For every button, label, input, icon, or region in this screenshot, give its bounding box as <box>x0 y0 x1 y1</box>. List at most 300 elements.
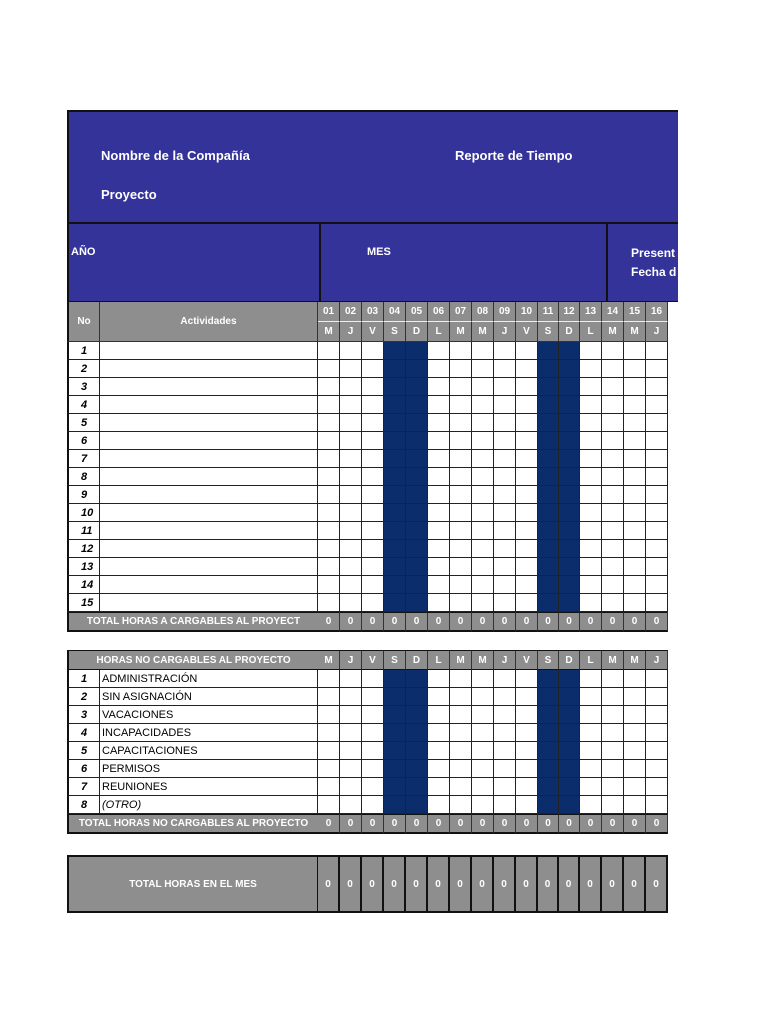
hours-cell[interactable] <box>428 486 450 504</box>
hours-cell[interactable] <box>494 432 516 450</box>
hours-cell[interactable] <box>318 432 340 450</box>
hours-cell[interactable] <box>624 378 646 396</box>
hours-cell[interactable] <box>624 558 646 576</box>
hours-cell[interactable] <box>318 670 340 688</box>
hours-cell[interactable] <box>362 432 384 450</box>
hours-cell[interactable] <box>318 414 340 432</box>
hours-cell[interactable] <box>646 360 668 378</box>
hours-cell[interactable] <box>340 724 362 742</box>
hours-cell[interactable] <box>362 778 384 796</box>
hours-cell[interactable] <box>580 742 602 760</box>
hours-cell[interactable] <box>580 540 602 558</box>
hours-cell[interactable] <box>624 670 646 688</box>
hours-cell[interactable] <box>428 742 450 760</box>
hours-cell[interactable] <box>602 760 624 778</box>
hours-cell[interactable] <box>472 396 494 414</box>
hours-cell[interactable] <box>516 450 538 468</box>
hours-cell[interactable] <box>450 360 472 378</box>
hours-cell[interactable] <box>428 778 450 796</box>
hours-cell[interactable] <box>580 724 602 742</box>
hours-cell[interactable] <box>494 360 516 378</box>
hours-cell[interactable] <box>646 576 668 594</box>
hours-cell[interactable] <box>362 414 384 432</box>
hours-cell[interactable] <box>450 796 472 814</box>
hours-cell[interactable] <box>580 760 602 778</box>
hours-cell[interactable] <box>516 688 538 706</box>
hours-cell[interactable] <box>450 468 472 486</box>
hours-cell[interactable] <box>516 760 538 778</box>
hours-cell[interactable] <box>472 558 494 576</box>
hours-cell[interactable] <box>624 796 646 814</box>
hours-cell[interactable] <box>340 706 362 724</box>
hours-cell[interactable] <box>602 558 624 576</box>
hours-cell[interactable] <box>450 540 472 558</box>
activity-input[interactable] <box>100 540 318 558</box>
hours-cell[interactable] <box>580 670 602 688</box>
hours-cell[interactable] <box>450 486 472 504</box>
hours-cell[interactable] <box>602 522 624 540</box>
hours-cell[interactable] <box>624 742 646 760</box>
hours-cell[interactable] <box>472 688 494 706</box>
hours-cell[interactable] <box>318 396 340 414</box>
hours-cell[interactable] <box>450 742 472 760</box>
hours-cell[interactable] <box>580 378 602 396</box>
hours-cell[interactable] <box>428 576 450 594</box>
hours-cell[interactable] <box>646 378 668 396</box>
hours-cell[interactable] <box>516 414 538 432</box>
hours-cell[interactable] <box>318 688 340 706</box>
hours-cell[interactable] <box>362 504 384 522</box>
hours-cell[interactable] <box>494 724 516 742</box>
activity-input[interactable] <box>100 450 318 468</box>
hours-cell[interactable] <box>450 706 472 724</box>
hours-cell[interactable] <box>624 468 646 486</box>
hours-cell[interactable] <box>318 342 340 360</box>
hours-cell[interactable] <box>516 486 538 504</box>
hours-cell[interactable] <box>602 396 624 414</box>
hours-cell[interactable] <box>580 594 602 612</box>
hours-cell[interactable] <box>362 760 384 778</box>
hours-cell[interactable] <box>624 486 646 504</box>
hours-cell[interactable] <box>494 594 516 612</box>
hours-cell[interactable] <box>362 540 384 558</box>
hours-cell[interactable] <box>362 450 384 468</box>
hours-cell[interactable] <box>580 414 602 432</box>
hours-cell[interactable] <box>646 540 668 558</box>
hours-cell[interactable] <box>624 688 646 706</box>
hours-cell[interactable] <box>472 414 494 432</box>
hours-cell[interactable] <box>494 576 516 594</box>
hours-cell[interactable] <box>516 742 538 760</box>
hours-cell[interactable] <box>516 432 538 450</box>
hours-cell[interactable] <box>450 778 472 796</box>
activity-input[interactable] <box>100 432 318 450</box>
hours-cell[interactable] <box>624 540 646 558</box>
hours-cell[interactable] <box>646 342 668 360</box>
activity-input[interactable] <box>100 594 318 612</box>
hours-cell[interactable] <box>624 706 646 724</box>
hours-cell[interactable] <box>472 576 494 594</box>
hours-cell[interactable] <box>516 522 538 540</box>
hours-cell[interactable] <box>340 450 362 468</box>
hours-cell[interactable] <box>472 378 494 396</box>
hours-cell[interactable] <box>624 576 646 594</box>
hours-cell[interactable] <box>340 558 362 576</box>
activity-input[interactable] <box>100 378 318 396</box>
hours-cell[interactable] <box>516 558 538 576</box>
hours-cell[interactable] <box>428 522 450 540</box>
hours-cell[interactable] <box>646 724 668 742</box>
hours-cell[interactable] <box>646 760 668 778</box>
hours-cell[interactable] <box>318 724 340 742</box>
hours-cell[interactable] <box>472 342 494 360</box>
hours-cell[interactable] <box>340 540 362 558</box>
hours-cell[interactable] <box>340 594 362 612</box>
hours-cell[interactable] <box>624 504 646 522</box>
hours-cell[interactable] <box>450 414 472 432</box>
hours-cell[interactable] <box>362 706 384 724</box>
hours-cell[interactable] <box>472 724 494 742</box>
hours-cell[interactable] <box>602 576 624 594</box>
hours-cell[interactable] <box>580 688 602 706</box>
hours-cell[interactable] <box>428 706 450 724</box>
hours-cell[interactable] <box>516 778 538 796</box>
hours-cell[interactable] <box>494 558 516 576</box>
hours-cell[interactable] <box>602 688 624 706</box>
hours-cell[interactable] <box>340 670 362 688</box>
hours-cell[interactable] <box>646 522 668 540</box>
hours-cell[interactable] <box>494 540 516 558</box>
hours-cell[interactable] <box>646 558 668 576</box>
hours-cell[interactable] <box>340 688 362 706</box>
hours-cell[interactable] <box>318 760 340 778</box>
hours-cell[interactable] <box>362 796 384 814</box>
hours-cell[interactable] <box>516 378 538 396</box>
hours-cell[interactable] <box>646 432 668 450</box>
hours-cell[interactable] <box>428 594 450 612</box>
hours-cell[interactable] <box>450 558 472 576</box>
hours-cell[interactable] <box>340 378 362 396</box>
hours-cell[interactable] <box>602 796 624 814</box>
header-banner <box>67 110 678 224</box>
activity-input[interactable] <box>100 342 318 360</box>
hours-cell[interactable] <box>450 396 472 414</box>
hours-cell[interactable] <box>624 778 646 796</box>
hours-cell[interactable] <box>516 468 538 486</box>
hours-cell[interactable] <box>494 670 516 688</box>
hours-cell[interactable] <box>362 378 384 396</box>
hours-cell[interactable] <box>362 742 384 760</box>
hours-cell[interactable] <box>318 450 340 468</box>
hours-cell[interactable] <box>494 450 516 468</box>
activity-input[interactable] <box>100 396 318 414</box>
hours-cell[interactable] <box>580 432 602 450</box>
hours-cell[interactable] <box>580 576 602 594</box>
hours-cell[interactable] <box>646 688 668 706</box>
hours-cell[interactable] <box>428 414 450 432</box>
hours-cell[interactable] <box>580 504 602 522</box>
hours-cell <box>406 760 428 778</box>
hours-cell[interactable] <box>624 522 646 540</box>
hours-cell[interactable] <box>580 360 602 378</box>
activity-input[interactable] <box>100 486 318 504</box>
hours-cell[interactable] <box>580 706 602 724</box>
activity-input[interactable] <box>100 522 318 540</box>
hours-cell[interactable] <box>472 796 494 814</box>
hours-cell[interactable] <box>624 450 646 468</box>
hours-cell[interactable] <box>362 342 384 360</box>
hours-cell[interactable] <box>362 670 384 688</box>
hours-cell[interactable] <box>472 778 494 796</box>
hours-cell[interactable] <box>516 342 538 360</box>
hours-cell[interactable] <box>428 468 450 486</box>
hours-cell[interactable] <box>362 468 384 486</box>
hours-cell[interactable] <box>602 540 624 558</box>
hours-cell[interactable] <box>362 576 384 594</box>
hours-cell[interactable] <box>602 706 624 724</box>
hours-cell[interactable] <box>494 378 516 396</box>
hours-cell[interactable] <box>450 522 472 540</box>
hours-cell <box>406 778 428 796</box>
activity-input[interactable] <box>100 504 318 522</box>
hours-cell[interactable] <box>602 670 624 688</box>
hours-cell[interactable] <box>340 432 362 450</box>
hours-cell <box>538 540 559 558</box>
hours-cell[interactable] <box>494 342 516 360</box>
hours-cell[interactable] <box>602 724 624 742</box>
hours-cell[interactable] <box>472 360 494 378</box>
hours-cell[interactable] <box>624 360 646 378</box>
hours-cell[interactable] <box>472 706 494 724</box>
hours-cell[interactable] <box>318 742 340 760</box>
hours-cell[interactable] <box>450 378 472 396</box>
hours-cell[interactable] <box>428 688 450 706</box>
hours-cell[interactable] <box>494 522 516 540</box>
hours-cell[interactable] <box>516 540 538 558</box>
hours-cell[interactable] <box>472 760 494 778</box>
hours-cell[interactable] <box>494 688 516 706</box>
hours-cell[interactable] <box>450 432 472 450</box>
hours-cell[interactable] <box>516 396 538 414</box>
hours-cell[interactable] <box>450 504 472 522</box>
hours-cell[interactable] <box>318 594 340 612</box>
hours-cell[interactable] <box>472 594 494 612</box>
hours-cell[interactable] <box>472 522 494 540</box>
hours-cell[interactable] <box>362 724 384 742</box>
activity-input[interactable] <box>100 414 318 432</box>
hours-cell[interactable] <box>318 796 340 814</box>
hours-cell[interactable] <box>428 504 450 522</box>
hours-cell[interactable] <box>494 396 516 414</box>
hours-cell[interactable] <box>646 670 668 688</box>
hours-cell[interactable] <box>580 468 602 486</box>
hours-cell[interactable] <box>580 450 602 468</box>
hours-cell[interactable] <box>494 706 516 724</box>
date-label: Fecha d <box>631 265 677 279</box>
hours-cell[interactable] <box>428 796 450 814</box>
hours-cell[interactable] <box>362 486 384 504</box>
hours-cell[interactable] <box>580 486 602 504</box>
hours-cell[interactable] <box>602 414 624 432</box>
hours-cell[interactable] <box>450 450 472 468</box>
hours-cell[interactable] <box>646 778 668 796</box>
hours-cell[interactable] <box>450 576 472 594</box>
hours-cell[interactable] <box>428 432 450 450</box>
hours-cell[interactable] <box>516 724 538 742</box>
hours-cell[interactable] <box>602 450 624 468</box>
hours-cell[interactable] <box>340 342 362 360</box>
hours-cell[interactable] <box>646 450 668 468</box>
hours-cell[interactable] <box>602 778 624 796</box>
hours-cell[interactable] <box>494 778 516 796</box>
hours-cell[interactable] <box>472 670 494 688</box>
hours-cell[interactable] <box>362 396 384 414</box>
hours-cell[interactable] <box>340 468 362 486</box>
hours-cell[interactable] <box>580 342 602 360</box>
hours-cell[interactable] <box>362 594 384 612</box>
hours-cell[interactable] <box>602 378 624 396</box>
hours-cell[interactable] <box>602 342 624 360</box>
hours-cell <box>384 688 406 706</box>
hours-cell[interactable] <box>362 688 384 706</box>
hours-cell[interactable] <box>318 360 340 378</box>
hours-cell[interactable] <box>340 414 362 432</box>
hours-cell[interactable] <box>602 432 624 450</box>
hours-cell[interactable] <box>494 760 516 778</box>
hours-cell[interactable] <box>450 594 472 612</box>
hours-cell[interactable] <box>362 360 384 378</box>
activity-input[interactable] <box>100 558 318 576</box>
hours-cell[interactable] <box>494 742 516 760</box>
hours-cell[interactable] <box>428 396 450 414</box>
hours-cell[interactable] <box>340 522 362 540</box>
activity-input[interactable] <box>100 576 318 594</box>
hours-cell[interactable] <box>646 468 668 486</box>
hours-cell[interactable] <box>624 396 646 414</box>
hours-cell[interactable] <box>516 670 538 688</box>
hours-cell[interactable] <box>450 342 472 360</box>
hours-cell[interactable] <box>318 778 340 796</box>
hours-cell[interactable] <box>624 724 646 742</box>
hours-cell[interactable] <box>516 576 538 594</box>
hours-cell[interactable] <box>516 360 538 378</box>
hours-cell[interactable] <box>624 760 646 778</box>
hours-cell[interactable] <box>624 432 646 450</box>
hours-cell[interactable] <box>580 778 602 796</box>
hours-cell[interactable] <box>318 540 340 558</box>
hours-cell[interactable] <box>646 396 668 414</box>
row-number: 14 <box>67 576 100 594</box>
hours-cell[interactable] <box>602 504 624 522</box>
hours-cell[interactable] <box>318 706 340 724</box>
hours-cell[interactable] <box>646 706 668 724</box>
hours-cell[interactable] <box>580 796 602 814</box>
hours-cell[interactable] <box>450 688 472 706</box>
hours-cell[interactable] <box>340 778 362 796</box>
activity-input[interactable] <box>100 360 318 378</box>
hours-cell[interactable] <box>624 594 646 612</box>
hours-cell[interactable] <box>646 414 668 432</box>
hours-cell[interactable] <box>602 468 624 486</box>
hours-cell[interactable] <box>516 594 538 612</box>
hours-cell <box>384 576 406 594</box>
hours-cell[interactable] <box>516 504 538 522</box>
hours-cell[interactable] <box>428 378 450 396</box>
hours-cell[interactable] <box>428 450 450 468</box>
hours-cell[interactable] <box>318 558 340 576</box>
hours-cell[interactable] <box>472 504 494 522</box>
hours-cell[interactable] <box>450 670 472 688</box>
hours-cell[interactable] <box>646 486 668 504</box>
hours-cell[interactable] <box>494 468 516 486</box>
hours-cell[interactable] <box>340 576 362 594</box>
hours-cell[interactable] <box>602 360 624 378</box>
hours-cell[interactable] <box>602 742 624 760</box>
hours-cell[interactable] <box>472 540 494 558</box>
hours-cell[interactable] <box>340 742 362 760</box>
hours-cell[interactable] <box>450 724 472 742</box>
hours-cell[interactable] <box>340 360 362 378</box>
hours-cell[interactable] <box>318 468 340 486</box>
hours-cell[interactable] <box>318 522 340 540</box>
activity-input[interactable] <box>100 468 318 486</box>
hours-cell[interactable] <box>340 760 362 778</box>
hours-cell[interactable] <box>472 468 494 486</box>
hours-cell[interactable] <box>494 504 516 522</box>
hours-cell[interactable] <box>362 558 384 576</box>
hours-cell[interactable] <box>516 706 538 724</box>
hours-cell[interactable] <box>516 796 538 814</box>
hours-cell[interactable] <box>340 486 362 504</box>
hours-cell[interactable] <box>646 796 668 814</box>
hours-cell[interactable] <box>494 486 516 504</box>
hours-cell[interactable] <box>318 486 340 504</box>
hours-cell[interactable] <box>428 558 450 576</box>
hours-cell[interactable] <box>428 760 450 778</box>
hours-cell[interactable] <box>428 540 450 558</box>
hours-cell[interactable] <box>646 504 668 522</box>
hours-cell[interactable] <box>580 558 602 576</box>
hours-cell[interactable] <box>472 486 494 504</box>
hours-cell[interactable] <box>428 342 450 360</box>
hours-cell[interactable] <box>580 396 602 414</box>
hours-cell[interactable] <box>494 796 516 814</box>
hours-cell[interactable] <box>472 742 494 760</box>
hours-cell[interactable] <box>428 670 450 688</box>
hours-cell[interactable] <box>362 522 384 540</box>
hours-cell[interactable] <box>428 360 450 378</box>
hours-cell[interactable] <box>624 414 646 432</box>
hours-cell[interactable] <box>602 486 624 504</box>
hours-cell[interactable] <box>428 724 450 742</box>
hours-cell[interactable] <box>340 504 362 522</box>
hours-cell[interactable] <box>318 576 340 594</box>
hours-cell[interactable] <box>318 504 340 522</box>
hours-cell[interactable] <box>646 594 668 612</box>
hours-cell[interactable] <box>580 522 602 540</box>
hours-cell[interactable] <box>646 742 668 760</box>
hours-cell[interactable] <box>450 760 472 778</box>
hours-cell[interactable] <box>340 796 362 814</box>
hours-cell[interactable] <box>624 342 646 360</box>
hours-cell[interactable] <box>494 414 516 432</box>
hours-cell[interactable] <box>340 396 362 414</box>
hours-cell[interactable] <box>472 432 494 450</box>
hours-cell <box>406 342 428 360</box>
hours-cell[interactable] <box>318 378 340 396</box>
hours-cell[interactable] <box>602 594 624 612</box>
hours-cell[interactable] <box>472 450 494 468</box>
